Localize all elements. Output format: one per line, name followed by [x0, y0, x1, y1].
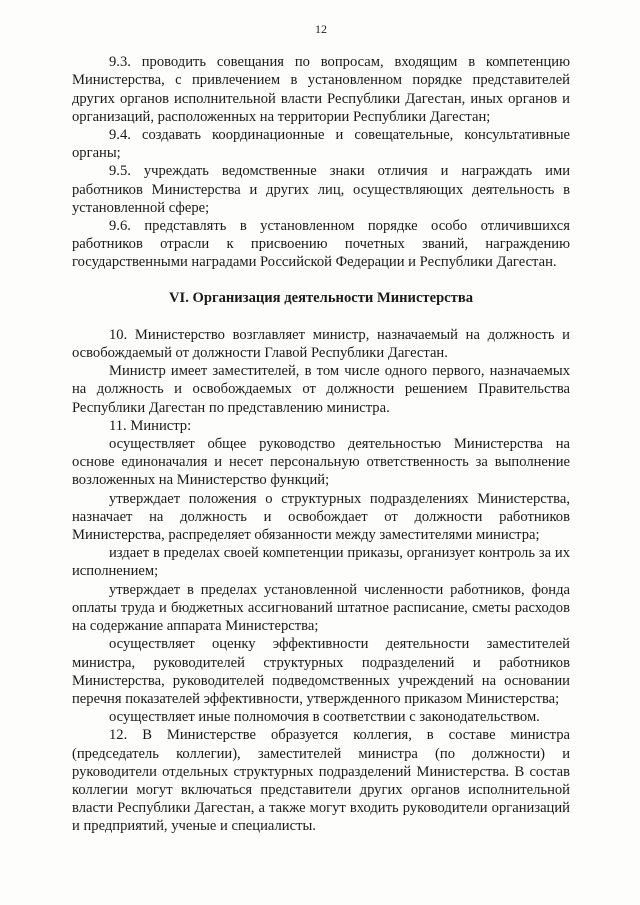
paragraph-issues-orders: издает в пределах своей компетенции приказы, организует контроль за их исполнением; [72, 545, 570, 580]
paragraph-evaluates-efficiency: осуществляет оценку эффективности деятельности заместителей министра, руководителей структурных подразделений и работников Министерства, руководителей подведомственных учреждений на основании перечня показателей эффективности, утвержденного приказом Министерства; [72, 636, 570, 707]
paragraph-9-6: 9.6. представлять в установленном порядке особо отличившихся работников отрасли к присвоению почетных званий, награждению государственными наградами Российской Федерации и Республики Дагестан. [72, 218, 570, 271]
paragraph-9-4: 9.4. создавать координационные и совещательные, консультативные органы; [72, 127, 570, 162]
paragraph-approves-staffing: утверждает в пределах установленной численности работников, фонда оплаты труда и бюджетных ассигнований штатное расписание, сметы расходов на содержание аппарата Министерства; [72, 581, 570, 635]
paragraph-9-5: 9.5. учреждать ведомственные знаки отличия и награждать ими работников Министерства и других лиц, осуществляющих деятельность в установленной сфере; [72, 163, 570, 216]
paragraph-10: 10. Министерство возглавляет министр, назначаемый на должность и освобождаемый от должности Главой Республики Дагестан. [72, 326, 570, 362]
paragraph-11: 11. Министр: [109, 417, 192, 434]
paragraph-12-collegium: 12. В Министерстве образуется коллегия, в составе министра (председатель коллегии), заместителей министра (по должности) и руководители отдельных структурных подразделений Министерства. В состав коллегии могут включаться представители других органов исполнительной власти Республики Дагестан, а также могут входить руководители организаций и предприятий, ученые и специалисты. [72, 727, 570, 835]
paragraph-general-management: осуществляет общее руководство деятельностью Министерства на основе единоначалия и несет персональную ответственность за выполнение возложенных на Министерство функций; [72, 436, 570, 489]
page-number: 12 [315, 22, 327, 36]
paragraph-approves-regulations: утверждает положения о структурных подразделениях Министерства, назначает на должность и освобождает от должности работников Министерства, распределяет обязанности между заместителями министра; [72, 490, 570, 544]
paragraph-other-powers: осуществляет иные полномочия в соответствии с законодательством. [109, 709, 540, 726]
paragraph-9-3: 9.3. проводить совещания по вопросам, входящим в компетенцию Министерства, с привлечением в установленном порядке представителей других органов исполнительной власти Республики Дагестан, иных органов и организаций, расположенных на территории Республики Дагестан; [72, 54, 570, 125]
section-heading: VI. Организация деятельности Министерства [168, 289, 474, 306]
paragraph-deputies: Министр имеет заместителей, в том числе одного первого, назначаемых на должность и освобождаемых от должности решением Правительства Республики Дагестан по представлению министра. [72, 363, 570, 416]
